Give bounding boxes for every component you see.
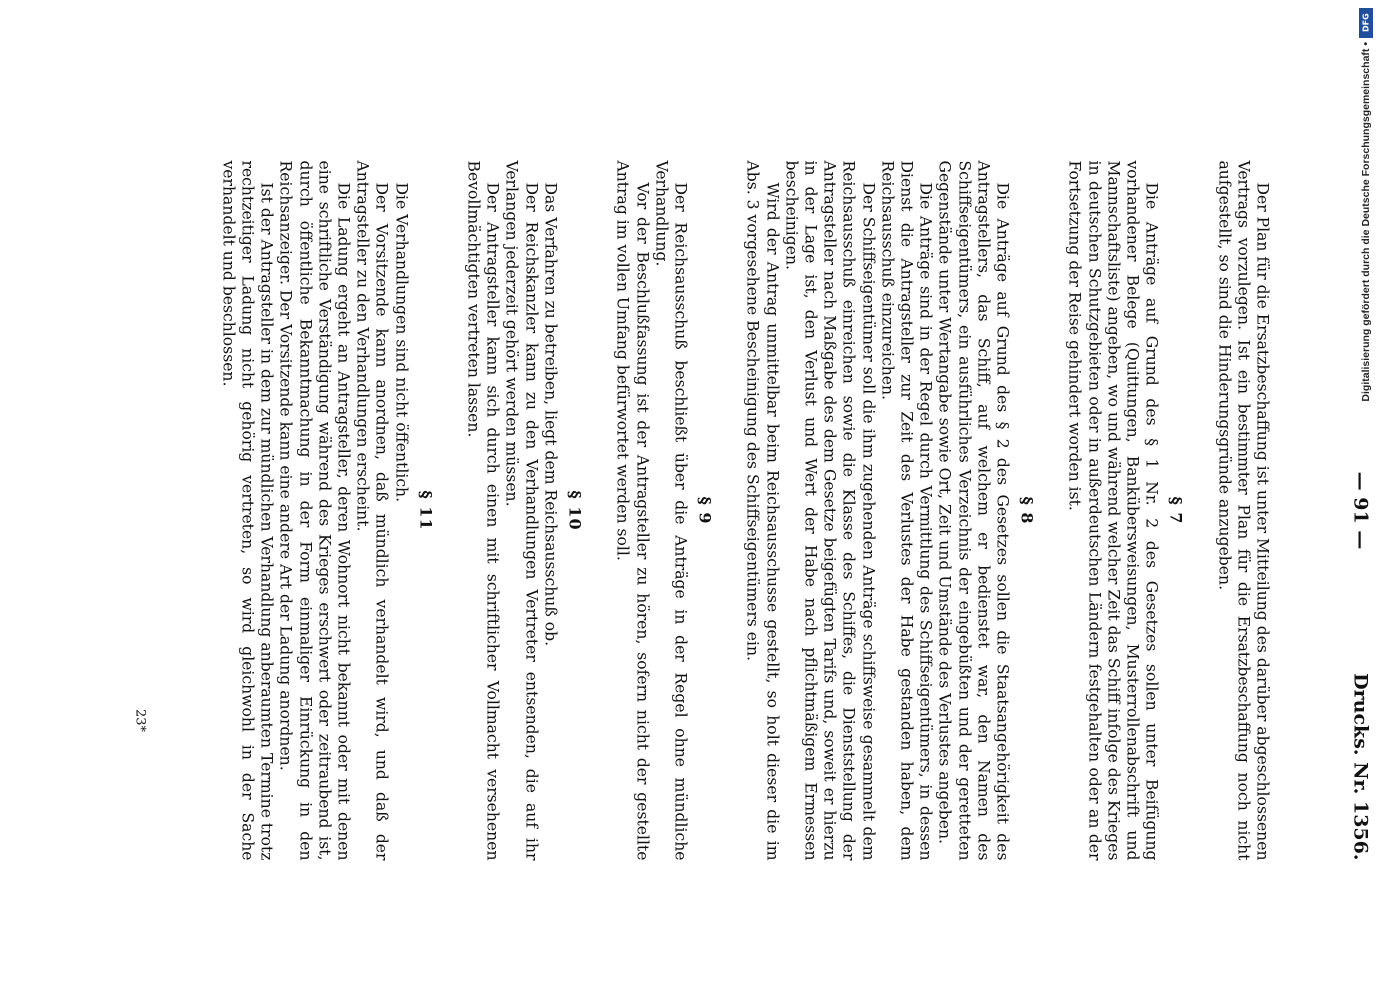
section-heading: § 11 (415, 489, 435, 531)
dfg-logo: DFG (1359, 8, 1373, 38)
intro-paragraph: Der Plan für die Ersatzbeschaffung ist unter Mitteilung des darüber abgeschlossenen Vertrags vorzulegen. Ist ein bestimmter Plan für die Ersatzbeschaffung noch nicht aufgestellt, so sind die Hinderungsgründe anzugeben. (1214, 160, 1271, 860)
paragraph: Der Antragsteller kann sich durch einen mit schriftlicher Vollmacht versehenen Bevollmächtigten vertreten lassen. (464, 160, 502, 860)
digitization-credit-text: Digitalisierung gefördert durch die Deutsche Forschungsgemeinschaft • (1360, 42, 1372, 402)
paragraph: Die Ladung ergeht an Antragsteller, deren Wohnort nicht bekannt oder mit denen eine schriftliche Verständigung während des Krieges erschwert oder zeitraubend ist, durch öffentliche Bekanntmachung in der Form einmaliger Einrückung in den Reichsanzeiger. Der Vorsitzende kann eine andere Art der Ladung anordnen. (276, 160, 353, 860)
paragraph: Die Anträge sind in der Regel durch Vermittlung des Schiffseigentümers, in dessen Dienst die Antragsteller zur Zeit des Verlustes der Habe gestanden haben, dem Reichsausschuß einzureichen. (877, 160, 935, 860)
paragraph: Ist der Antragsteller in dem zur mündlichen Verhandlung anberaumten Termine trotz rechtzeitiger Ladung nicht gehörig vertreten, so wird gleichwohl in der Sache verhandelt und beschlossen. (218, 160, 276, 860)
paragraph: Der Reichsausschuß beschließt über die Anträge in der Regel ohne mündliche Verhandlung. (651, 160, 689, 860)
paragraph: Das Verfahren zu betreiben, liegt dem Reichsausschuß ob. (540, 182, 559, 646)
paragraph: Der Schiffseigentümer soll die ihm zugehenden Anträge schiffsweise gesammelt dem Reichsausschuß einreichen sowie die Klasse des Schiffes, die Dienststellung der Antragsteller nach Maßgabe des dem Gesetze beigefügten Tarifs und, soweit er hierzu in der Lage ist, den Verlust und Wert der Habe nach pflichtmäßigem Ermessen bescheinigen. (781, 160, 877, 860)
body-text (218, 160, 1271, 860)
paragraph: Die Anträge auf Grund des § 2 des Gesetzes sollen die Staatsangehörigkeit des Antragstellers, das Schiff, auf welchem er bedienstet war, den Namen des Schiffseigentümers, ein ausführliches Verzeichnis der eingebüßten und der geretteten Gegenstände unter Wertangabe sowie Ort, Zeit und Umstände des Verlustes angeben. (935, 160, 1011, 860)
sheet-signature: 23* (132, 708, 147, 732)
paragraph: Wird der Antrag unmittelbar beim Reichsausschusse gestellt, so holt dieser die im Abs. 3 vorgesehene Bescheinigung des Schiffseigentümers ein. (743, 160, 781, 860)
section-heading: § 7 (1166, 495, 1186, 525)
paragraph: Die Anträge auf Grund des § 1 Nr. 2 des Gesetzes sollen unter Beifügung vorhandener Belege (Quittungen, Bankübersweisungen, Musterrollenabschrift und Mannschaftsliste) angeben, wo und während welcher Zeit das Schiff infolge des Krieges in deutschen Schutzgebieten oder in außerdeutschen Ländern festgehalten oder an der Fortsetzung der Reise gehindert worden ist. (1065, 160, 1161, 860)
paragraph: Die Verhandlungen sind nicht öffentlich. (391, 182, 410, 502)
paragraph: Der Reichskanzler kann zu den Verhandlungen Vertreter entsenden, die auf ihr Verlangen jederzeit gehört werden müssen. (502, 160, 540, 860)
section-heading: § 10 (565, 489, 585, 531)
section-heading: § 9 (695, 495, 715, 525)
digitization-credit-strip (1355, 8, 1377, 608)
paragraph: Vor der Beschlußfassung ist der Antragsteller zu hören, sofern nicht der gestellte Antrag im vollen Umfang befürwortet werden soll. (613, 160, 651, 860)
section-heading: § 8 (1017, 495, 1037, 525)
paragraph: Der Vorsitzende kann anordnen, daß mündlich verhandelt wird, und daß der Antragsteller zu den Verhandlungen erscheint. (353, 160, 391, 860)
page-number: — 91 — (1349, 471, 1371, 549)
print-number: Drucks. Nr. 1356. (1349, 672, 1371, 860)
